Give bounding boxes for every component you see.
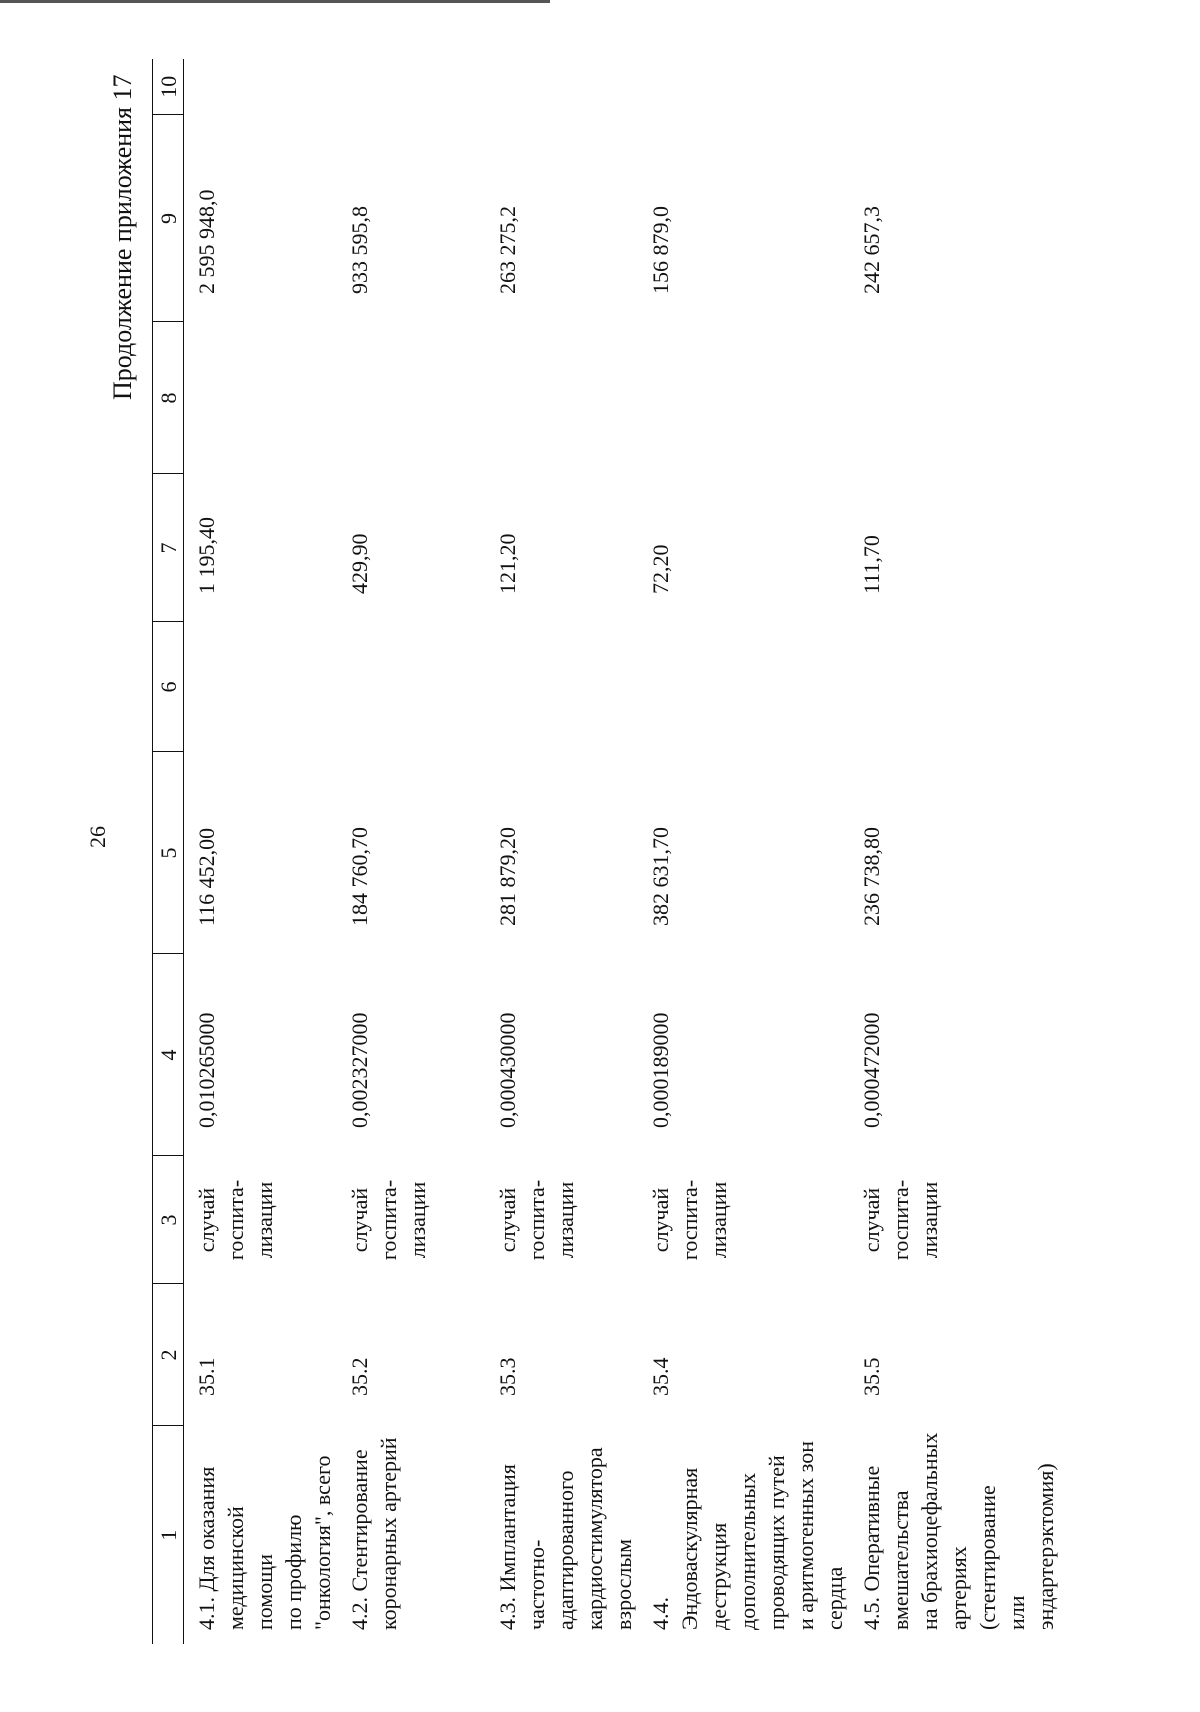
table-row [184,59,338,1644]
row-col8-cell [337,322,485,474]
row-col9-cell: 156 879,0 [648,206,673,294]
row-col7-cell: 429,90 [347,533,372,594]
table-row [638,59,849,1644]
row-col7-cell: 1 195,40 [194,517,219,594]
row-name-cell: 4.1. Для оказания медицинской помощи по профилю "онкология", всего [194,1455,335,1630]
row-col9-cell: 2 595 948,0 [194,189,219,294]
row-col10-cell [485,59,638,115]
row-col10-cell [337,59,485,115]
row-col7-cell: 121,20 [495,533,520,594]
row-code-cell: 35.3 [495,1357,520,1396]
row-unit-cell: случай госпита- лизации [495,1179,578,1261]
column-header: 8 [153,322,184,474]
table-row [337,59,485,1644]
row-col7-cell: 111,70 [859,535,884,594]
row-col10-cell [638,59,849,115]
row-col9-cell: 263 275,2 [495,206,520,294]
row-code-cell: 35.2 [347,1357,372,1396]
row-col10-cell [184,59,338,115]
row-norm-cell: 0,010265000 [194,1012,219,1128]
row-col6-cell [638,622,849,752]
row-norm-cell: 0,000430000 [495,1012,520,1128]
page-number: 26 [85,826,110,848]
row-col6-cell [849,622,1060,752]
row-cost-cell: 382 631,70 [648,827,673,926]
row-code-cell: 35.5 [859,1357,884,1396]
table-row [485,59,638,1644]
row-cost-cell: 116 452,00 [194,827,219,926]
row-col9-cell: 242 657,3 [859,206,884,294]
column-header: 7 [153,474,184,622]
continuation-note: Продолжение приложения 17 [108,74,137,400]
table-row [849,59,1060,1644]
row-col8-cell [184,322,338,474]
row-col6-cell [485,622,638,752]
row-unit-cell: случай госпита- лизации [648,1179,731,1261]
column-header: 10 [153,59,184,115]
row-col6-cell [337,622,485,752]
row-col10-cell [849,59,1060,115]
row-name-cell: 4.2. Стентирование коронарных артерий [347,1437,401,1630]
row-col7-cell: 72,20 [648,544,673,594]
row-cost-cell: 184 760,70 [347,827,372,926]
row-name-cell: 4.3. Имплантация частотно- адаптированного кардиостимулятора взрослым [495,1447,636,1630]
column-header: 6 [153,622,184,752]
column-header: 2 [153,1284,184,1426]
row-code-cell: 35.1 [194,1357,219,1396]
row-cost-cell: 236 738,80 [859,827,884,926]
row-col6-cell [184,622,338,752]
row-col8-cell [849,322,1060,474]
row-col9-cell: 933 595,8 [347,206,372,294]
row-name-cell: 4.4. Эндоваскулярная деструкция дополнительных проводящих путей и аритмогенных зон сердца [648,1440,847,1630]
data-table [152,59,1060,1644]
column-header: 5 [153,752,184,954]
column-header: 9 [153,115,184,322]
row-unit-cell: случай госпита- лизации [194,1179,277,1261]
row-norm-cell: 0,000189000 [648,1012,673,1128]
column-header: 1 [153,1426,184,1644]
row-norm-cell: 0,000472000 [859,1012,884,1128]
row-unit-cell: случай госпита- лизации [347,1179,430,1261]
row-name-cell: 4.5. Оперативные вмешательства на брахиоцефальных артериях (стентирование или эндартерэктомия) [859,1432,1058,1630]
row-col8-cell [485,322,638,474]
row-col8-cell [638,322,849,474]
row-unit-cell: случай госпита- лизации [859,1179,942,1261]
data-table-wrapper [152,59,1058,1644]
column-header: 4 [153,954,184,1156]
row-norm-cell: 0,002327000 [347,1012,372,1128]
column-header: 3 [153,1156,184,1284]
row-cost-cell: 281 879,20 [495,827,520,926]
row-code-cell: 35.4 [648,1357,673,1396]
header-row [153,59,184,1644]
